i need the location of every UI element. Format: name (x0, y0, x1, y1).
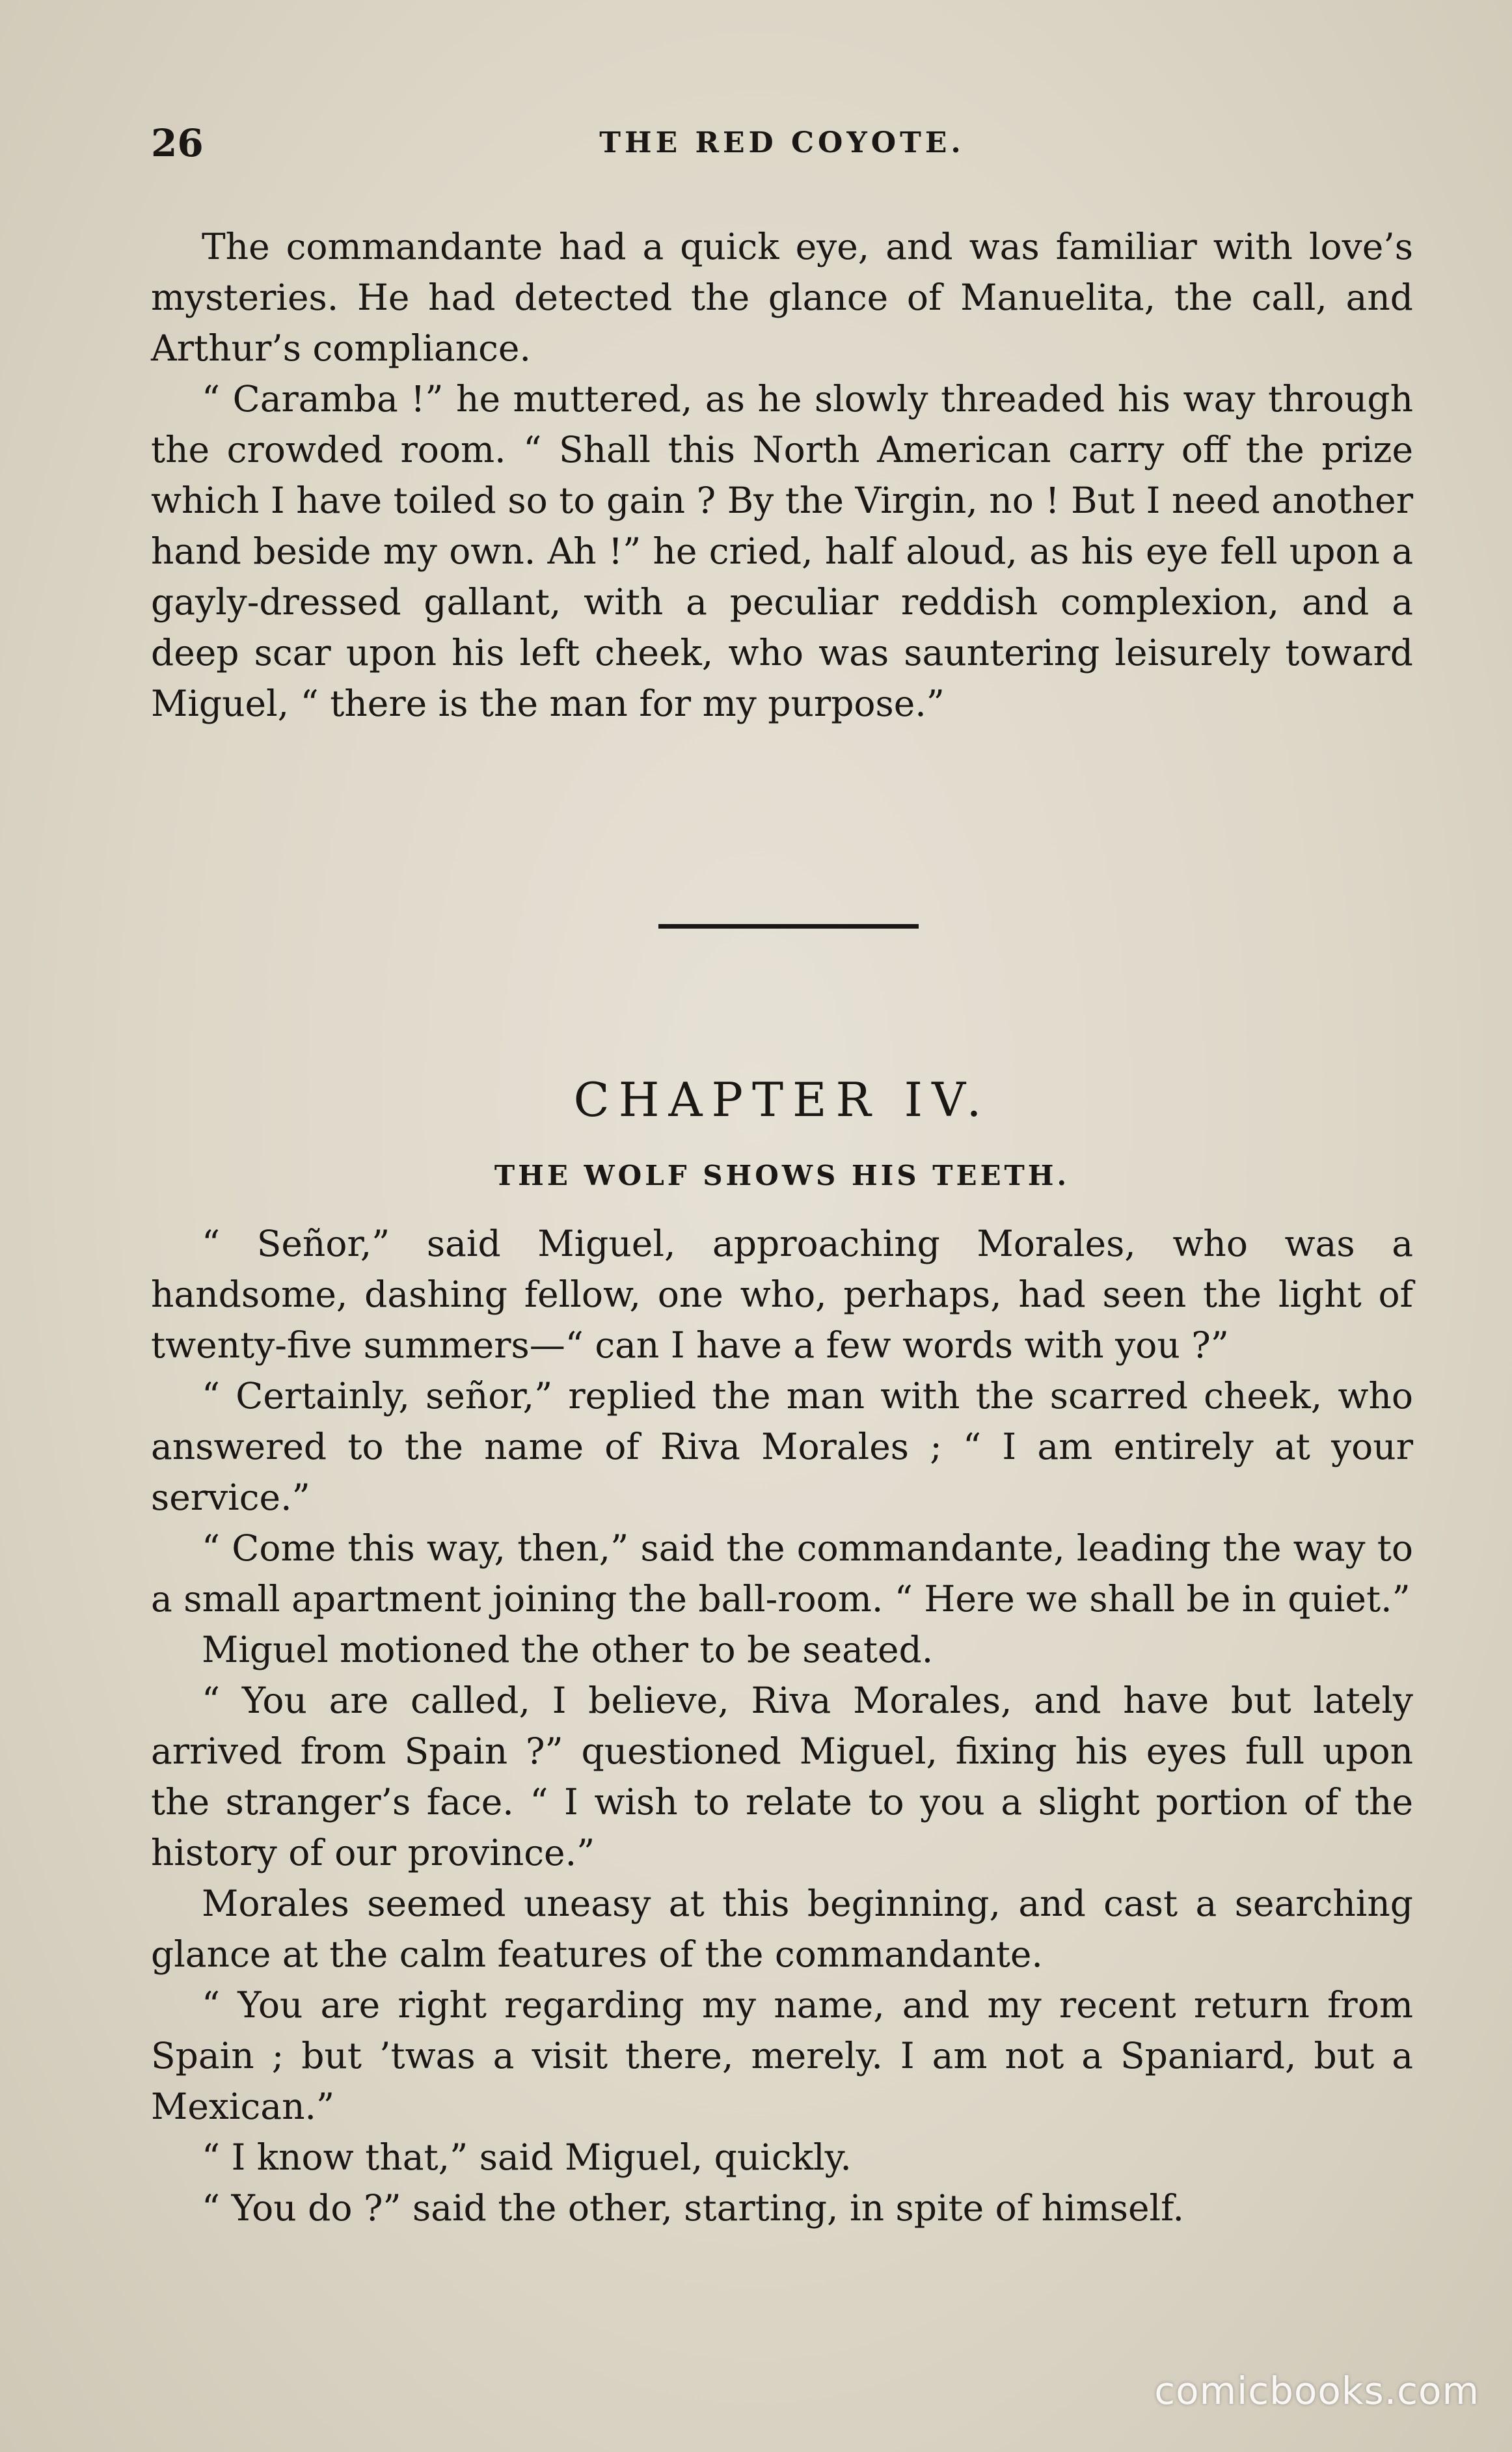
paragraph: “ Come this way, then,” said the commandante, leading the way to a small apartment joining the ball-room. “ Here we shall be in quiet.” (151, 1527, 1413, 1620)
section-divider-rule (658, 924, 919, 929)
paragraph: Morales seemed uneasy at this beginning, and cast a searching glance at the calm features of the commandante. (151, 1883, 1413, 1975)
paragraph: The commandante had a quick eye, and was familiar with love’s mysteries. He had detected the glance of Manuelita, the call, and Arthur’s compliance. (151, 226, 1413, 369)
paragraph: Miguel motioned the other to be seated. (202, 1629, 934, 1670)
paragraph: “ You are right regarding my name, and my recent return from Spain ; but ’twas a visit there, merely. I am not a Spaniard, but a Mexican.” (151, 1984, 1413, 2127)
paragraph: “ You do ?” said the other, starting, in spite of himself. (202, 2187, 1185, 2229)
chapter-subtitle: THE WOLF SHOWS HIS TEETH. (494, 1160, 1070, 1192)
paragraph: “ Señor,” said Miguel, approaching Morales, who was a handsome, dashing fellow, one who, perhaps, had seen the light of twenty-five summers—“ can I have a few words with you ?” (151, 1223, 1413, 1366)
paragraph: “ Caramba !” he muttered, as he slowly threaded his way through the crowded room. “ Shall this North American carry off the prize which I have toiled so to gain ? By the Virgin, no ! But I need another hand beside my own. Ah !” he cried, half aloud, as his eye fell upon a gayly-dressed gallant, with a peculiar reddish complexion, and a deep scar upon his left cheek, who was sauntering leisurely toward Miguel, “ there is the man for my purpose.” (151, 378, 1413, 724)
page-number: 26 (151, 121, 204, 165)
section-one-text (151, 221, 1413, 729)
paragraph: “ I know that,” said Miguel, quickly. (202, 2136, 852, 2178)
section-two-text (151, 1218, 1413, 2233)
running-head (151, 117, 1413, 169)
running-title: THE RED COYOTE. (599, 126, 965, 159)
watermark: comicbooks.com (1154, 2369, 1479, 2413)
paragraph: “ Certainly, señor,” replied the man with the scarred cheek, who answered to the name of Riva Morales ; “ I am entirely at your service.” (151, 1375, 1413, 1518)
paragraph: “ You are called, I believe, Riva Morales, and have but lately arrived from Spain ?” questioned Miguel, fixing his eyes full upon the stranger’s face. “ I wish to relate to you a slight portion of the history of our province.” (151, 1680, 1413, 1873)
chapter-title: CHAPTER IV. (573, 1072, 991, 1127)
